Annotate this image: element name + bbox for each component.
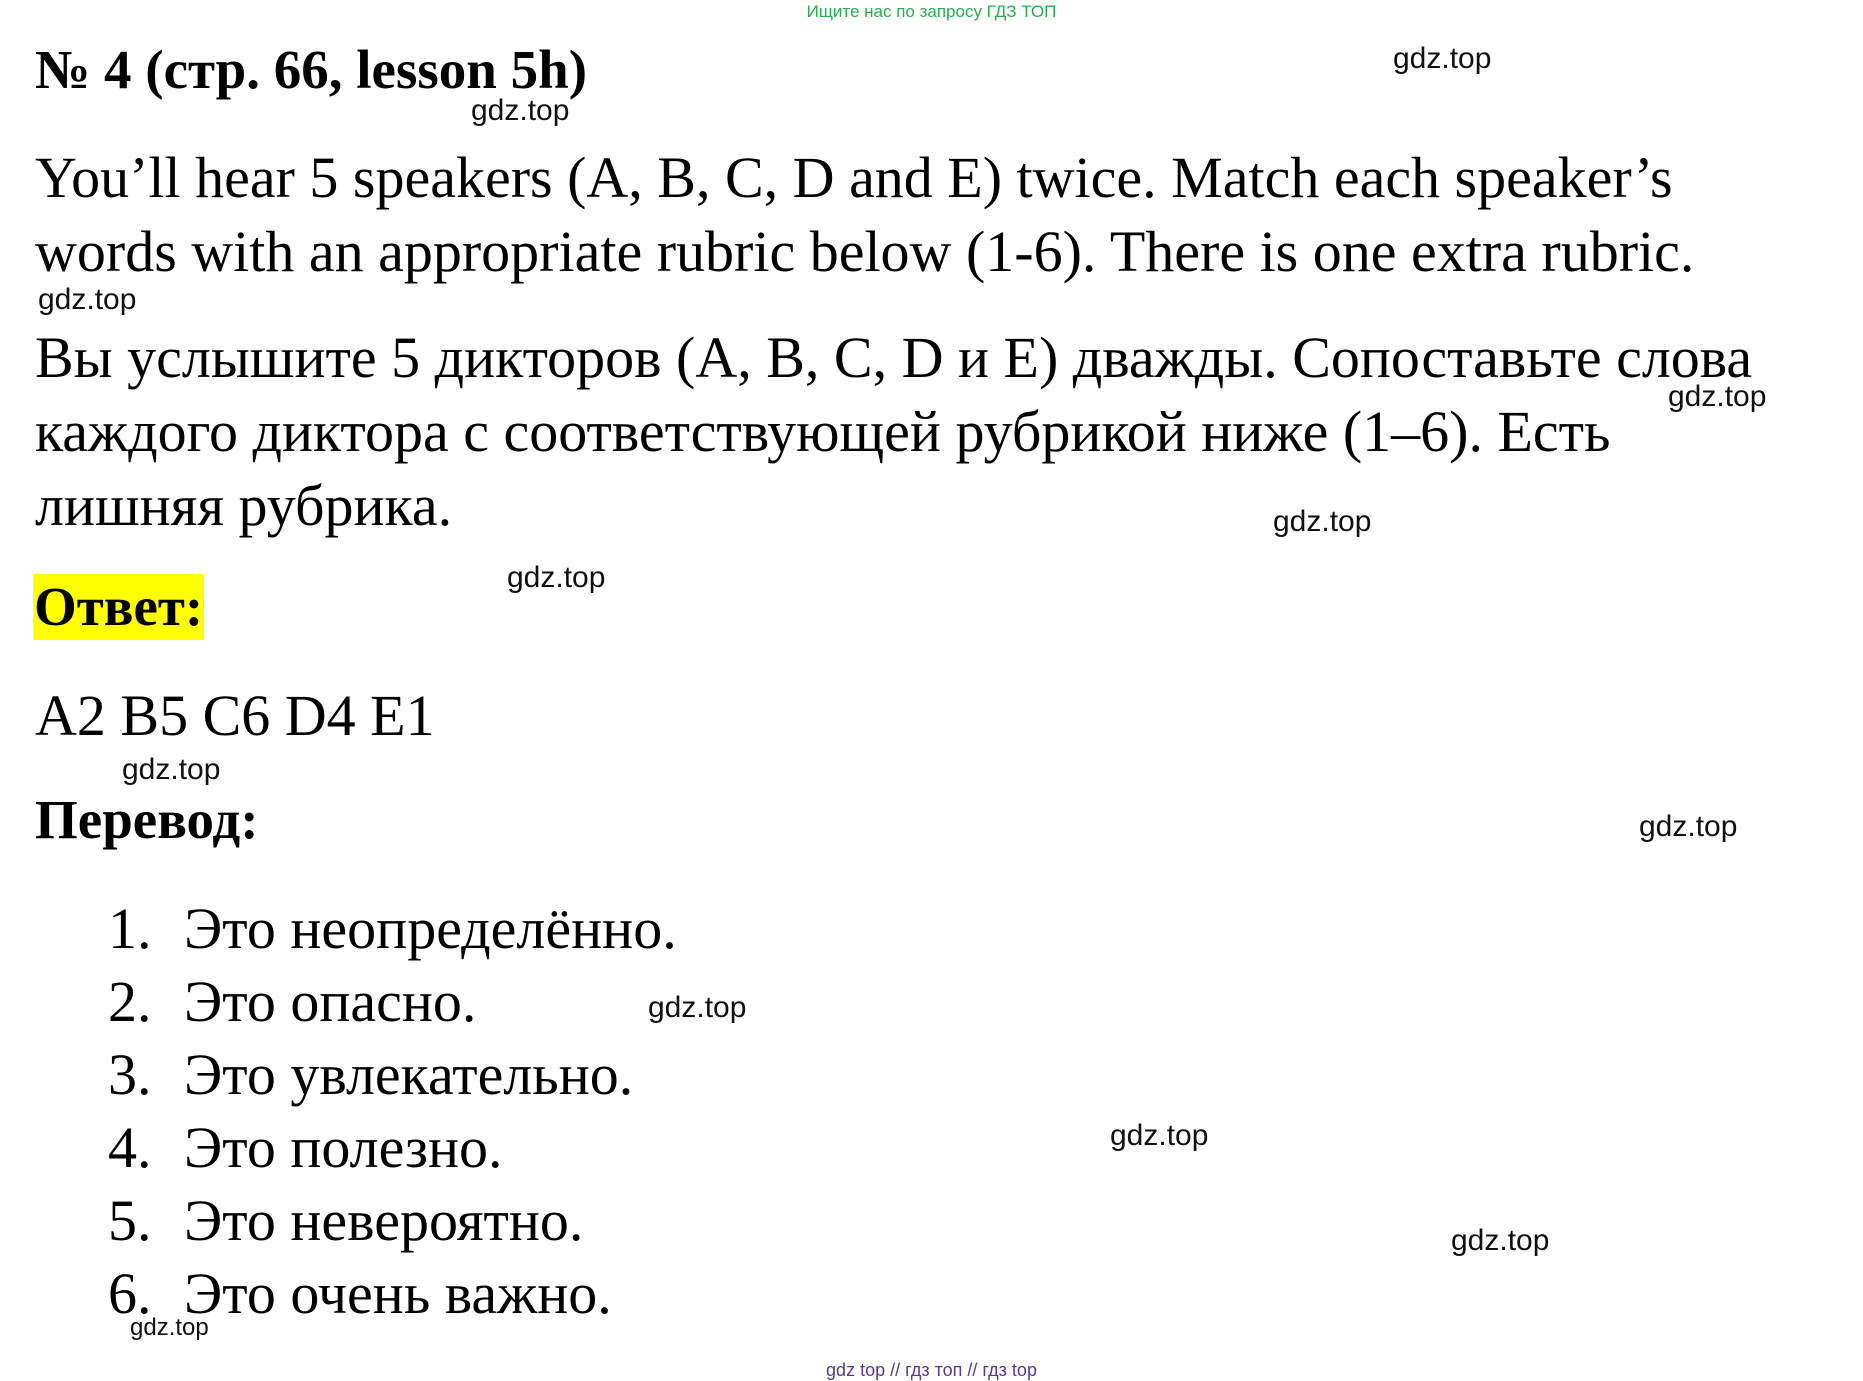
task-text-line: Вы услышите 5 дикторов (A, B, C, D и E) дважды. Сопоставьте слова [35,325,1753,390]
watermark: gdz.top [1393,42,1492,75]
list-item-number: 3. [108,1042,152,1107]
watermark: gdz.top [507,561,606,594]
task-text-line: You’ll hear 5 speakers (A, B, C, D and E) twice. Match each speaker’s [35,145,1673,210]
task-title: № 4 (стр. 66, lesson 5h) [35,39,588,100]
watermark: gdz.top [130,1314,209,1341]
watermark: gdz.top [471,94,570,127]
list-item [108,965,677,1038]
translation-label: Перевод: [35,789,259,850]
list-item-text: Это полезно. [184,1115,503,1180]
list-item [108,1184,677,1257]
watermark: gdz.top [648,991,747,1024]
list-item [108,892,677,965]
watermark: gdz.top [1668,380,1767,413]
task-text-line: каждого диктора с соответствующей рубрикой ниже (1–6). Есть [35,399,1611,464]
answer-label: Ответ: [33,574,204,640]
top-banner: Ищите нас по запросу ГДЗ ТОП [806,2,1057,21]
list-item-text: Это очень важно. [184,1261,612,1326]
list-item-number: 2. [108,969,152,1034]
list-item-number: 4. [108,1115,152,1180]
list-item-text: Это увлекательно. [184,1042,634,1107]
list-item-text: Это опасно. [184,969,477,1034]
watermark: gdz.top [1110,1119,1209,1152]
watermark: gdz.top [1639,810,1738,843]
list-item-number: 1. [108,896,152,961]
footer: gdz top // гдз топ // гдз top [826,1360,1037,1380]
task-text-russian [35,321,1752,543]
task-text-line: words with an appropriate rubric below (1-6). There is one extra rubric. [35,219,1695,284]
watermark: gdz.top [1451,1224,1550,1257]
watermark: gdz.top [122,753,221,786]
task-text-line: лишняя рубрика. [35,473,453,538]
watermark: gdz.top [38,283,137,316]
task-text-english [35,141,1694,289]
list-item [108,1038,677,1111]
list-item-text: Это неопределённо. [184,896,677,961]
list-item-number: 5. [108,1188,152,1253]
rubric-list [108,892,677,1330]
answer-value: A2 B5 C6 D4 E1 [35,683,435,748]
list-item [108,1111,677,1184]
watermark: gdz.top [1273,505,1372,538]
list-item-number: 6. [108,1261,152,1326]
list-item-text: Это невероятно. [184,1188,584,1253]
